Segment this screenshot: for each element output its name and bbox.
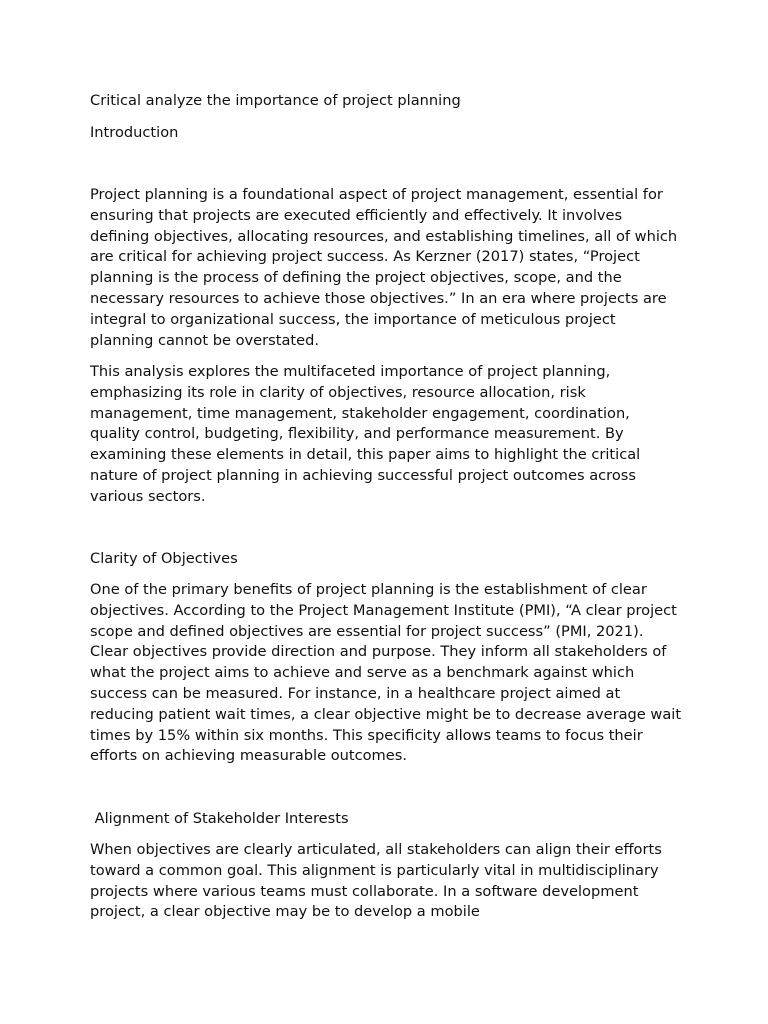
intro-paragraph-1: Project planning is a foundational aspect of project management, essential for ensuring that projects are executed efficiently and effectively. It involves defining objectives, allocating resources, and establishing timelines, all of which are critical for achieving project success. As Kerzner (2017) states, “Project planning is the process of defining the project objectives, scope, and the necessary resources to achieve those objectives.” In an era where projects are integral to organizational success, the importance of meticulous project planning cannot be overstated. xyxy=(90,186,678,349)
heading-introduction: Introduction xyxy=(90,124,179,141)
intro-paragraph-2: This analysis explores the multifaceted importance of project planning, emphasizing its role in clarity of objectives, resource allocation, risk management, time management, stakeholder engagement, coordination, quality control, budgeting, flexibility, and performance measurement. By examining these elements in detail, this paper aims to highlight the critical nature of project planning in achieving successful project outcomes across various sectors. xyxy=(90,363,641,505)
heading-clarity-of-objectives: Clarity of Objectives xyxy=(90,550,238,567)
alignment-paragraph-1: When objectives are clearly articulated, all stakeholders can align their efforts toward a common goal. This alignment is particularly vital in multidisciplinary projects where various teams must collaborate. In a software development project, a clear objective may be to develop a mobile xyxy=(90,841,662,921)
clarity-paragraph-1: One of the primary benefits of project planning is the establishment of clear objectives. According to the Project Management Institute (PMI), “A clear project scope and defined objectives are essential for project success” (PMI, 2021). Clear objectives provide direction and purpose. They inform all stakeholders of what the project aims to achieve and serve as a benchmark against which success can be measured. For instance, in a healthcare project aimed at reducing patient wait times, a clear objective might be to decrease average wait times by 15% within six months. This specificity allows teams to focus their efforts on achieving measurable outcomes. xyxy=(90,581,682,765)
heading-alignment-of-stakeholder-interests: Alignment of Stakeholder Interests xyxy=(90,810,349,827)
document-title: Critical analyze the importance of project planning xyxy=(90,92,461,109)
